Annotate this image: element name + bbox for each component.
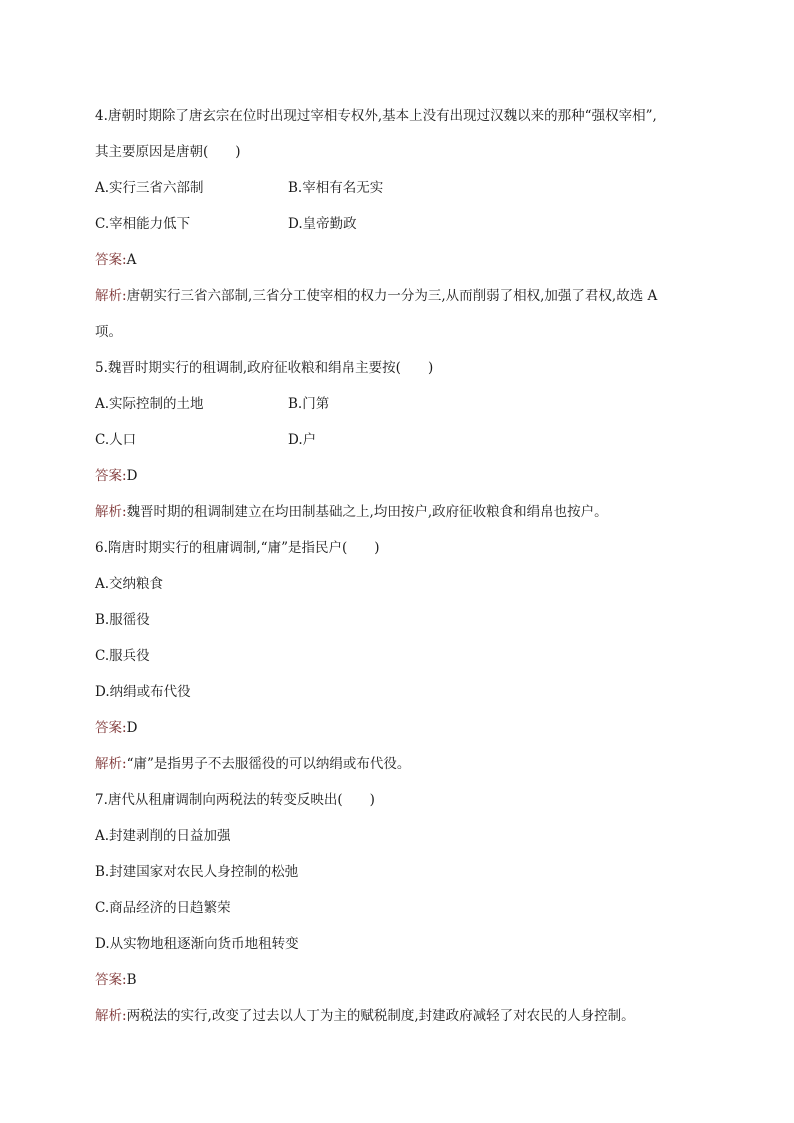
- analysis-label: 解析:: [95, 756, 127, 772]
- question-7-stem: 7.唐代从租庸调制向两税法的转变反映出( ): [95, 792, 375, 808]
- question-5-option-d: D.户: [288, 432, 317, 448]
- question-4-answer: [95, 251, 136, 269]
- question-5-option-b: B.门第: [288, 396, 330, 412]
- analysis-text: 唐朝实行三省六部制,三省分工使宰相的权力一分为三,从而削弱了相权,加强了君权,故选 A: [126, 288, 658, 304]
- question-5-option-c: C.人口: [95, 432, 137, 448]
- analysis-text: 魏晋时期的租调制建立在均田制基础之上,均田按户,政府征收粮食和绢帛也按户。: [126, 504, 608, 520]
- question-4-stem-line-1: 4.唐朝时期除了唐玄宗在位时出现过宰相专权外,基本上没有出现过汉魏以来的那种“强权宰相”,: [95, 108, 657, 124]
- analysis-label: 解析:: [95, 288, 127, 304]
- question-6-answer: [95, 719, 137, 737]
- question-5-option-a: A.实际控制的土地: [95, 396, 204, 412]
- answer-value: A: [126, 252, 137, 268]
- question-7-option-c: C.商品经济的日趋繁荣: [95, 900, 231, 916]
- analysis-text: “庸”是指男子不去服徭役的可以纳绢或布代役。: [126, 756, 411, 772]
- question-5-answer: [95, 467, 137, 485]
- analysis-text: 两税法的实行,改变了过去以人丁为主的赋税制度,封建政府减轻了对农民的人身控制。: [126, 1008, 635, 1024]
- question-7-answer: [95, 971, 136, 989]
- analysis-label: 解析:: [95, 504, 127, 520]
- answer-value: D: [126, 720, 138, 736]
- question-6-option-b: B.服徭役: [95, 612, 150, 628]
- question-4-option-d: D.皇帝勤政: [288, 216, 357, 232]
- question-4-option-a: A.实行三省六部制: [95, 180, 204, 196]
- question-7-option-b: B.封建国家对农民人身控制的松弛: [95, 864, 299, 880]
- question-4-analysis-line-2: 项。: [95, 324, 122, 340]
- answer-label: 答案:: [95, 252, 127, 268]
- answer-value: D: [126, 468, 138, 484]
- question-4-analysis-line-1: [95, 287, 657, 305]
- question-6-option-a: A.交纳粮食: [95, 576, 164, 592]
- question-6-option-d: D.纳绢或布代役: [95, 684, 191, 700]
- question-6-stem: 6.隋唐时期实行的租庸调制,“庸”是指民户( ): [95, 540, 380, 556]
- question-7-option-d: D.从实物地租逐渐向货币地租转变: [95, 936, 299, 952]
- question-6-option-c: C.服兵役: [95, 648, 150, 664]
- answer-label: 答案:: [95, 972, 127, 988]
- answer-label: 答案:: [95, 468, 127, 484]
- question-5-analysis: [95, 503, 608, 521]
- analysis-label: 解析:: [95, 1008, 127, 1024]
- answer-value: B: [126, 972, 137, 988]
- question-4-stem-line-2: 其主要原因是唐朝( ): [95, 144, 241, 160]
- answer-label: 答案:: [95, 720, 127, 736]
- question-7-option-a: A.封建剥削的日益加强: [95, 828, 231, 844]
- question-5-stem: 5.魏晋时期实行的租调制,政府征收粮和绢帛主要按( ): [95, 360, 434, 376]
- question-4-option-c: C.宰相能力低下: [95, 216, 191, 232]
- question-7-analysis: [95, 1007, 635, 1025]
- question-6-analysis: [95, 755, 410, 773]
- question-4-option-b: B.宰相有名无实: [288, 180, 384, 196]
